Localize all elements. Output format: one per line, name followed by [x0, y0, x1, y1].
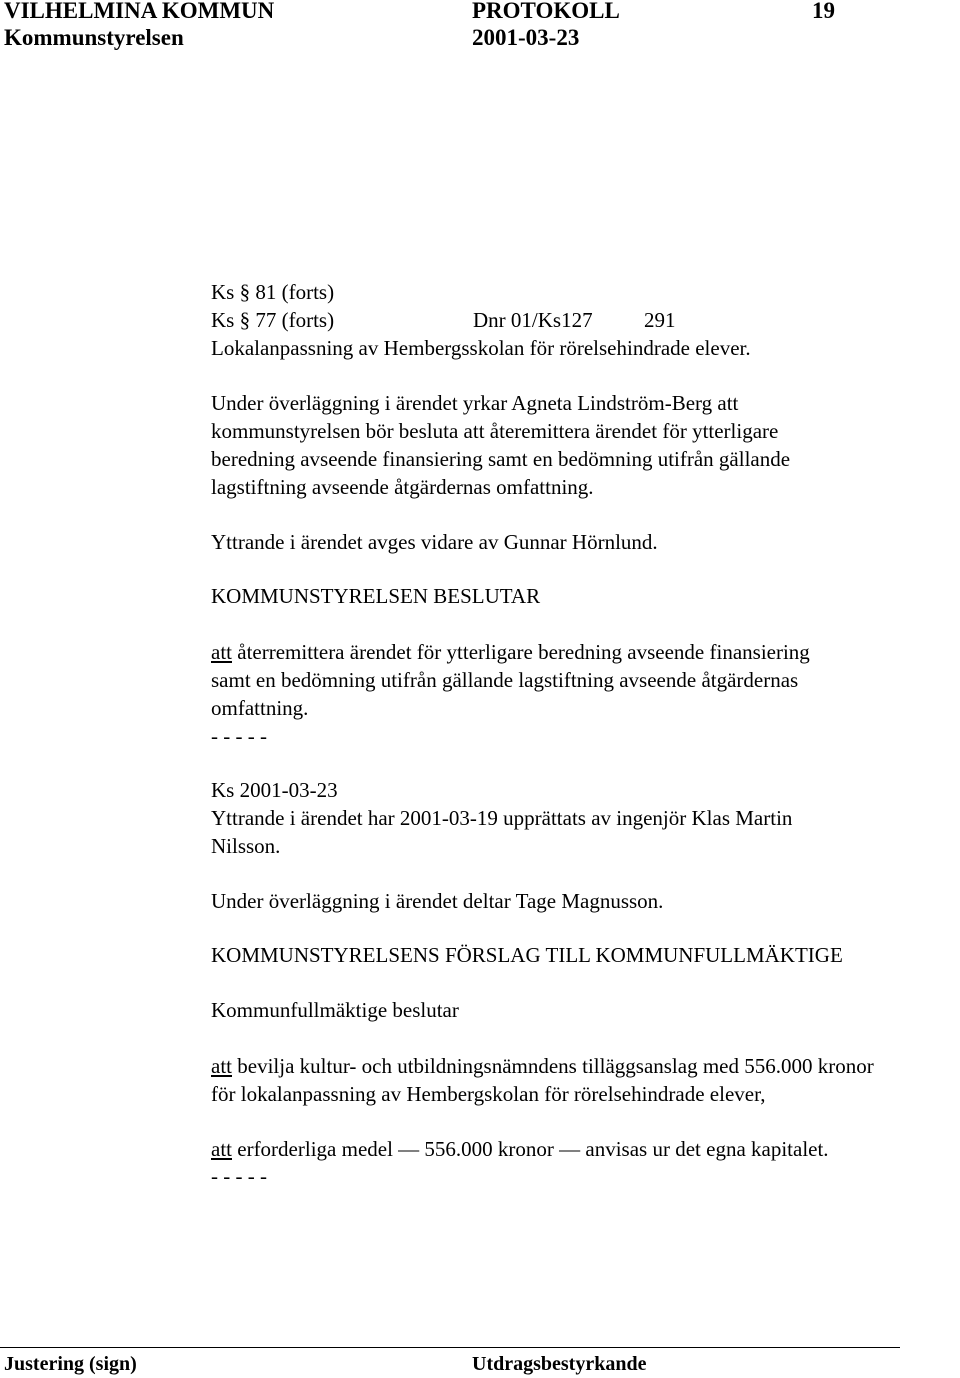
att-keyword: att — [211, 640, 232, 664]
proposal-text: bevilja kultur- och utbildningsnämndens tilläggsanslag med 556.000 kronor — [232, 1054, 874, 1078]
deliberation-paragraph: Under överläggning i ärendet deltar Tage Magnusson. — [211, 889, 664, 913]
document-type: PROTOKOLL — [472, 0, 620, 23]
footer-signature-label: Justering (sign) — [4, 1353, 137, 1375]
proposal-heading: KOMMUNSTYRELSENS FÖRSLAG TILL KOMMUNFULLMÄKTIGE — [211, 943, 843, 967]
decision-heading: KOMMUNSTYRELSEN BESLUTAR — [211, 584, 541, 608]
statement-paragraph: Yttrande i ärendet avges vidare av Gunnar Hörnlund. — [211, 530, 658, 554]
att-keyword: att — [211, 1137, 232, 1161]
paragraph-line: Under överläggning i ärendet yrkar Agneta Lindström-Berg att — [211, 391, 739, 415]
decision-text: återremittera ärendet för ytterligare beredning avseende finansiering — [232, 640, 810, 664]
proposal-line — [211, 1052, 874, 1080]
section-separator: - - - - - — [211, 1164, 267, 1188]
ks-date-line: Ks 2001-03-23 — [211, 778, 338, 802]
proposal-line: för lokalanpassning av Hembergskolan för rörelsehindrade elever, — [211, 1082, 766, 1106]
council-decides: Kommunfullmäktige beslutar — [211, 998, 459, 1022]
footer-divider — [0, 1347, 900, 1348]
proposal-line — [211, 1135, 829, 1163]
case-reference-2 — [211, 306, 334, 334]
diary-number: Dnr 01/Ks127 — [473, 308, 593, 332]
municipality-name: VILHELMINA KOMMUN — [4, 0, 275, 23]
case-title: Lokalanpassning av Hembergsskolan för rörelsehindrade elever. — [211, 336, 751, 360]
paragraph-line: beredning avseende finansiering samt en bedömning utifrån gällande — [211, 447, 791, 471]
statement-line: Yttrande i ärendet har 2001-03-19 upprättats av ingenjör Klas Martin — [211, 806, 793, 830]
decision-line — [211, 638, 810, 666]
decision-line: omfattning. — [211, 696, 309, 720]
paragraph-line: kommunstyrelsen bör besluta att återemittera ärendet för ytterligare — [211, 419, 779, 443]
case-reference-1: Ks § 81 (forts) — [211, 280, 335, 304]
committee-name: Kommunstyrelsen — [4, 25, 184, 50]
page-number: 19 — [812, 0, 835, 23]
case-reference-section: Ks § 77 (forts) — [211, 308, 335, 332]
statement-line: Nilsson. — [211, 834, 281, 858]
section-separator: - - - - - — [211, 724, 267, 748]
paragraph-line: lagstiftning avseende åtgärdernas omfattning. — [211, 475, 594, 499]
att-keyword: att — [211, 1054, 232, 1078]
file-number: 291 — [644, 308, 676, 332]
decision-line: samt en bedömning utifrån gällande lagstiftning avseende åtgärdernas — [211, 668, 799, 692]
footer-certification-label: Utdragsbestyrkande — [472, 1353, 647, 1375]
meeting-date: 2001-03-23 — [472, 25, 580, 50]
proposal-text: erforderliga medel — 556.000 kronor — anvisas ur det egna kapitalet. — [232, 1137, 829, 1161]
